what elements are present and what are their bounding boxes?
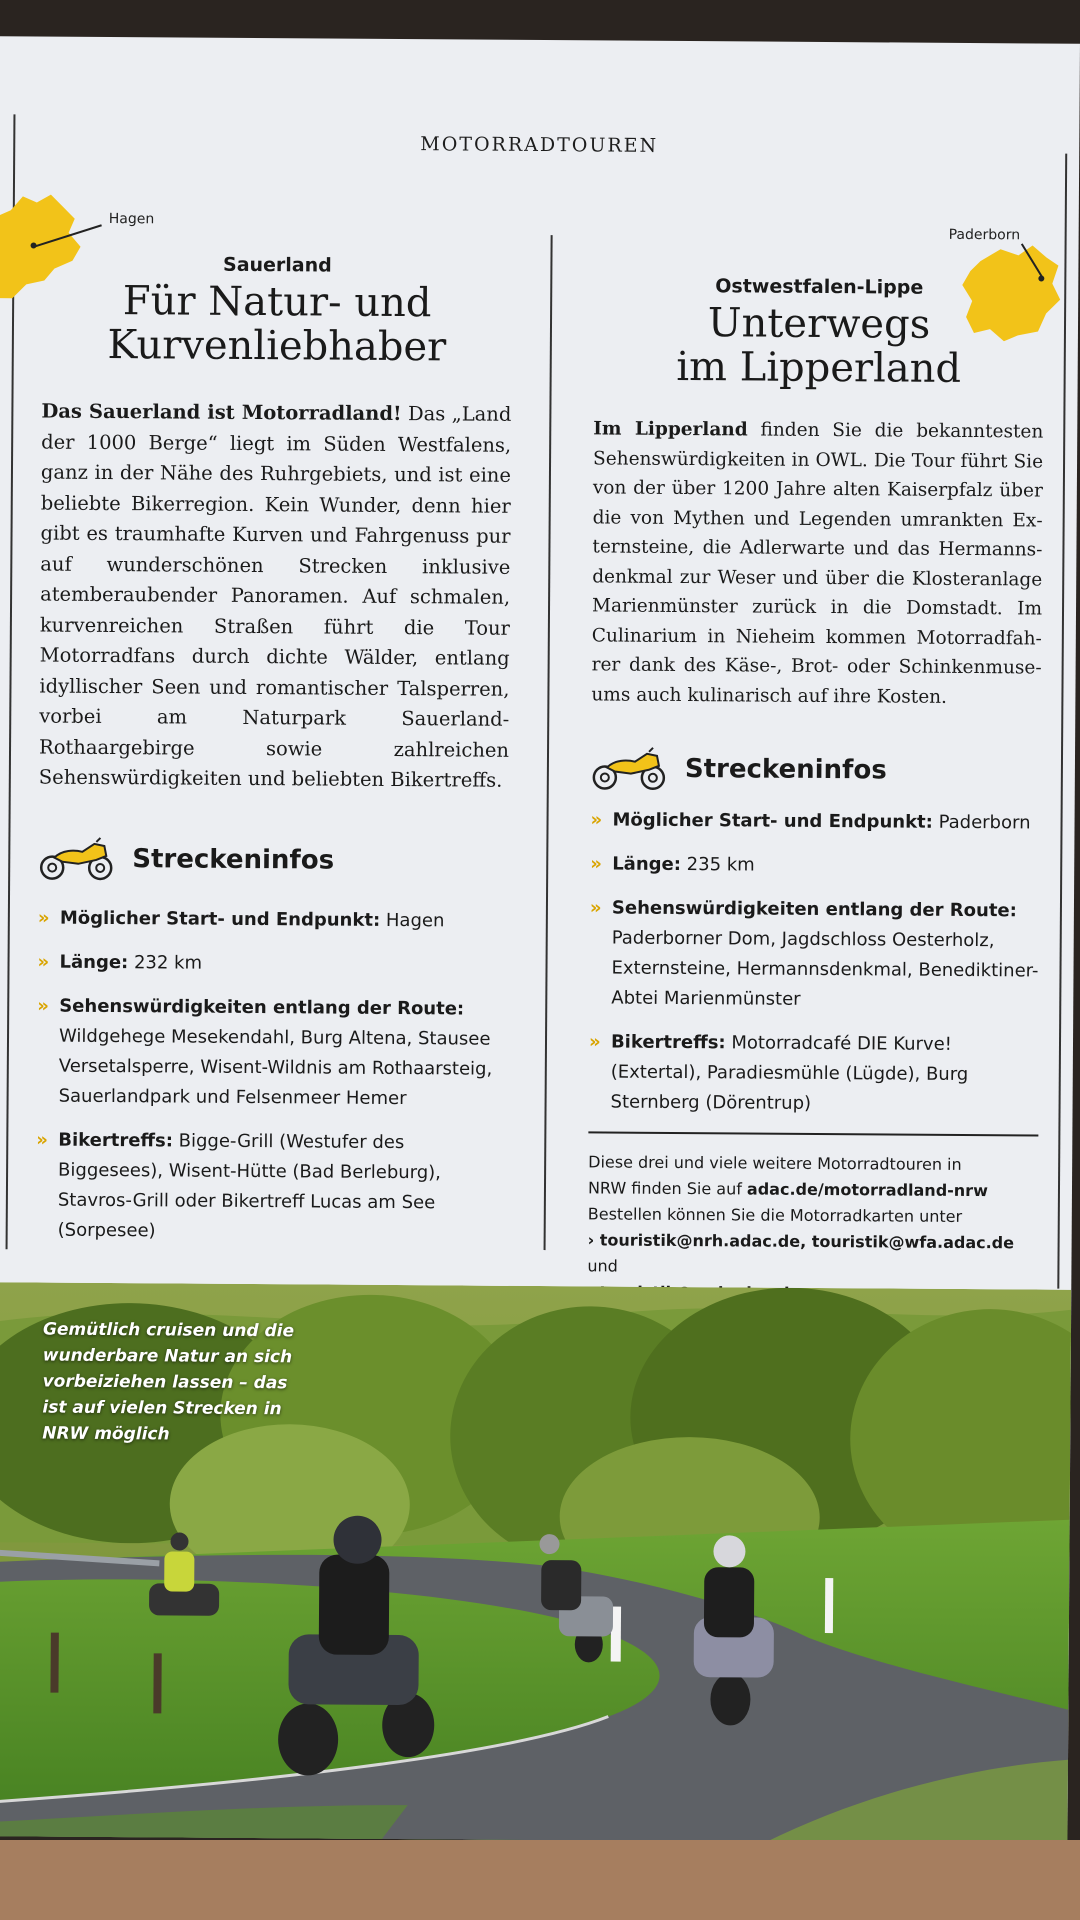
section-label: MOTORRADTOUREN [420, 133, 659, 157]
footer-line1: Diese drei und viele weitere Motorradtouren in [588, 1152, 962, 1174]
left-infos-header [38, 835, 508, 884]
right-region-label: Ostwestfalen-Lippe [715, 275, 924, 299]
chevron-right-icon: » [589, 897, 602, 919]
list-item: » Länge: 235 km [590, 849, 1040, 882]
right-headline-line2: im Lipperland [676, 343, 962, 392]
left-region-label: Sauerland [222, 253, 332, 277]
left-info-list [36, 903, 508, 1248]
list-item: » Bikertreffs: Motorradcafé DIE Kurve! (Extertal), Paradiesmühle (Lügde), Burg Sternberg (Dörentrup) [588, 1027, 1039, 1120]
chevron-right-icon: » [590, 853, 602, 875]
touristik-email-links[interactable]: › touristik@nrh.adac.de, touristik@wfa.adac.de [587, 1230, 1015, 1253]
left-headline-line1: Für Natur- und [122, 278, 432, 327]
footer-line3: Bestellen können Sie die Motorradkarten unter [587, 1204, 963, 1226]
chevron-right-icon: » [36, 1129, 49, 1151]
chevron-right-icon: » [588, 1031, 601, 1053]
left-article [35, 253, 512, 1263]
right-headline [594, 300, 1045, 391]
footer-line2: NRW finden Sie auf adac.de/motorradland-nrw [587, 1178, 988, 1201]
left-intro-bold: Das Sauerland ist Motorradland! [41, 399, 402, 426]
left-intro [39, 397, 512, 797]
chevron-right-icon: » [37, 995, 49, 1017]
left-intro-text: Das „Land der 1000 Berge“ liegt im Süden Westfalens, ganz in der Nähe des Ruhrgebiets, und ist eine beliebte Bikerregion. Kein Wunder, denn hier gibt es traumhafte Kurven und Fahrgenuss pur auf wunderschönen Strecken inklusive atemberaubender Panoramen. Auf schmalen, kurvenreichen Straßen führt die Tour Motorradfans durch dichte Wälder, entlang idyllischer Seen und romantischer Talsperren, vorbei am Naturpark Sauerland-Rothaargebirge sowie zahlreichen Sehenswürdigkeiten und beliebten Bikertreffs. [38, 402, 512, 792]
left-headline-line2: Kurvenliebhaber [107, 321, 447, 371]
chevron-right-icon: » [37, 907, 50, 929]
right-intro [591, 414, 1043, 712]
list-item: » Sehenswürdigkeiten entlang der Route: Wildgehege Mesekendahl, Burg Altena, Stausee Versetalsperre, Wisent-Wildnis am Rothaarsteig, Sauerlandpark und Felsenmeer Hemer [37, 991, 508, 1114]
column-divider [544, 235, 553, 1250]
list-item: » Bikertreffs: Bigge-Grill (Westufer des Biggesees), Wisent-Hütte (Bad Berleburg), Stavros-Grill oder Bikertreff Lucas am See (Sorpesee) [36, 1125, 507, 1248]
right-intro-text: finden Sie die bekanntesten Sehenswürdigkeiten in OWL. Die Tour führt Sie von der über 1200 Jahre alten Kaiserpfalz über die von Mythen und Legenden umrankten Externsteine, die Adlerwarte und das Hermannsdenkmal zur Weser und über die Klosteranlage Marienmünster zurück in die Domstadt. Im Culinarium in Nieheim kommen Motorradfahrer dank des Käse-, Brot- oder Schinkenmuseums auch kulinarisch auf ihre Kosten. [591, 419, 1044, 708]
list-item: » Möglicher Start- und Endpunkt: Paderborn [590, 805, 1040, 838]
footer-divider [588, 1131, 1038, 1136]
chevron-right-icon: » [590, 809, 603, 831]
right-infos-title: Streckeninfos [684, 754, 887, 786]
magazine-page [0, 36, 1080, 1843]
chevron-right-icon: » [37, 951, 50, 973]
list-item: » Möglicher Start- und Endpunkt: Hagen [38, 903, 508, 936]
right-article [587, 274, 1044, 1308]
list-item: » Länge: 232 km [37, 947, 507, 980]
motorcycle-road-photo [0, 1282, 1071, 1844]
left-headline [42, 279, 513, 370]
footer-note [587, 1149, 1038, 1308]
paderborn-map-label: Paderborn [948, 226, 1021, 244]
photo-caption: Gemütlich cruisen und die wunderbare Natur an sich vorbeiziehen lassen – das ist auf vielen Strecken in NRW möglich [42, 1319, 295, 1445]
hagen-map-label: Hagen [108, 210, 155, 228]
adac-motorradland-link[interactable]: adac.de/motorradland-nrw [746, 1179, 988, 1201]
footer-line4: › touristik@nrh.adac.de, touristik@wfa.adac.de und [587, 1230, 1015, 1276]
right-headline-line1: Unterwegs [707, 300, 931, 348]
left-infos-title: Streckeninfos [132, 843, 335, 876]
motorcycle-icon [38, 835, 118, 882]
table-surface [0, 1840, 1080, 1920]
list-item: » Sehenswürdigkeiten entlang der Route: Paderborner Dom, Jagdschloss Oesterholz, Externsteine, Hermannsdenkmal, Benediktiner-Abtei Marienmünster [589, 893, 1040, 1016]
motorcycle-icon [591, 745, 671, 792]
right-intro-bold: Im Lipperland [593, 418, 748, 441]
right-infos-header [591, 745, 1041, 794]
right-info-list [588, 805, 1040, 1120]
